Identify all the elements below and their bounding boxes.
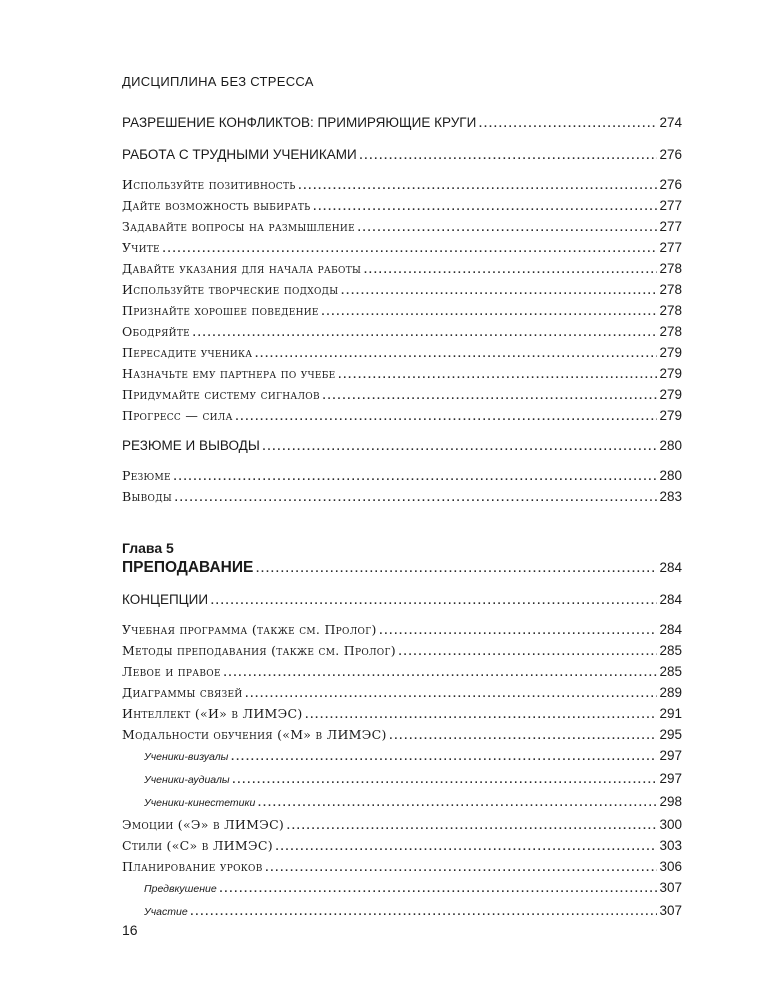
- dot-leader: [338, 363, 658, 384]
- toc-entry: [122, 791, 682, 814]
- dot-leader: [190, 900, 658, 921]
- toc-entry-page: 291: [659, 706, 682, 721]
- dot-leader: [363, 258, 657, 279]
- toc-entry-page: 280: [659, 438, 682, 453]
- toc-entry: [122, 814, 682, 835]
- toc-entry-title: Левое и правое: [122, 664, 221, 679]
- toc-entry-page: 284: [659, 592, 682, 607]
- toc-entry-page: 276: [659, 147, 682, 162]
- toc-entry-page: 297: [659, 771, 682, 786]
- toc-entry-title: Используйте позитивность: [122, 177, 296, 192]
- toc-entry-page: 278: [659, 303, 682, 318]
- toc-entry-title: Ученики-аудиалы: [144, 774, 230, 786]
- page-number: 16: [122, 922, 138, 938]
- dot-leader: [257, 791, 657, 812]
- toc-section-summary: [122, 435, 682, 456]
- toc-entry: [122, 300, 682, 321]
- toc-entry-page: 289: [659, 685, 682, 700]
- toc-entry: [122, 258, 682, 279]
- toc-entry: [122, 703, 682, 724]
- toc-entry-title: Модальности обучения («М» в ЛИМЭС): [122, 727, 387, 742]
- toc-section-concepts: [122, 589, 682, 610]
- dot-leader: [230, 745, 657, 766]
- toc-entry: [122, 195, 682, 216]
- dot-leader: [235, 405, 658, 426]
- toc-entry-title: Участие: [144, 906, 188, 918]
- toc-list-difficult: [122, 174, 682, 426]
- toc-entry-title: Планирование уроков: [122, 859, 263, 874]
- toc-entry-title: Резюме: [122, 468, 171, 483]
- toc-entry-page: 298: [659, 794, 682, 809]
- toc-entry: [122, 216, 682, 237]
- toc-entry-page: 307: [659, 903, 682, 918]
- toc-entry-page: 276: [659, 177, 682, 192]
- chapter-label: Глава 5: [122, 540, 174, 556]
- toc-entry-page: 278: [659, 261, 682, 276]
- toc-entry-title: Назначьте ему партнера по учебе: [122, 366, 336, 381]
- toc-entry-page: 274: [659, 115, 682, 130]
- toc-entry-page: 277: [659, 240, 682, 255]
- toc-entry-page: 279: [659, 387, 682, 402]
- toc-entry-title: КОНЦЕПЦИИ: [122, 592, 209, 607]
- toc-entry: [122, 619, 682, 640]
- toc-entry-title: Задавайте вопросы на размышление: [122, 219, 355, 234]
- toc-entry: [122, 877, 682, 900]
- dot-leader: [223, 661, 658, 682]
- toc-entry-title: Предвкушение: [144, 883, 217, 895]
- toc-entry-page: 285: [659, 664, 682, 679]
- toc-entry-page: 306: [659, 859, 682, 874]
- dot-leader: [173, 465, 658, 486]
- toc-entry: [122, 237, 682, 258]
- toc-entry-page: 295: [659, 727, 682, 742]
- toc-entry-page: 280: [659, 468, 682, 483]
- toc-entry: [122, 835, 682, 856]
- toc-section-conflict: [122, 112, 682, 133]
- toc-entry-title: Давайте указания для начала работы: [122, 261, 362, 276]
- toc-entry: [122, 363, 682, 384]
- dot-leader: [174, 486, 657, 507]
- toc-entry-title: Ученики-кинестетики: [144, 797, 256, 809]
- dot-leader: [398, 640, 658, 661]
- running-head: ДИСЦИПЛИНА БЕЗ СТРЕССА: [122, 74, 314, 89]
- dot-leader: [232, 768, 658, 789]
- book-page: [122, 0, 682, 1000]
- toc-entry: [122, 856, 682, 877]
- toc-entry-page: 277: [659, 198, 682, 213]
- dot-leader: [305, 703, 658, 724]
- dot-leader: [298, 174, 658, 195]
- dot-leader: [254, 342, 657, 363]
- toc-entry: [122, 342, 682, 363]
- toc-entry-title: Ободряйте: [122, 324, 191, 339]
- toc-entry-title: Диаграммы связей: [122, 685, 243, 700]
- toc-entry: [122, 640, 682, 661]
- toc-entry-title: Признайте хорошее поведение: [122, 303, 319, 318]
- toc-section-difficult-students: [122, 144, 682, 165]
- toc-entry-title: РЕЗЮМЕ И ВЫВОДЫ: [122, 438, 260, 453]
- dot-leader: [192, 321, 657, 342]
- toc-entry: [122, 661, 682, 682]
- dot-leader: [255, 557, 657, 578]
- dot-leader: [478, 112, 657, 133]
- toc-entry-page: 278: [659, 324, 682, 339]
- toc-entry-page: 277: [659, 219, 682, 234]
- toc-entry-page: 307: [659, 880, 682, 895]
- toc-entry-page: 279: [659, 366, 682, 381]
- dot-leader: [321, 300, 658, 321]
- toc-entry-page: 285: [659, 643, 682, 658]
- toc-entry: [122, 724, 682, 745]
- toc-entry-page: 297: [659, 748, 682, 763]
- dot-leader: [340, 279, 657, 300]
- toc-entry-title: Ученики-визуалы: [144, 751, 229, 763]
- toc-list-summary: [122, 465, 682, 507]
- toc-entry-title: Дайте возможность выбирать: [122, 198, 311, 213]
- toc-entry-title: Методы преподавания (также см. Пролог): [122, 643, 396, 658]
- toc-entry-title: Выводы: [122, 489, 173, 504]
- toc-entry: [122, 405, 682, 426]
- toc-entry-page: 284: [659, 622, 682, 637]
- toc-entry-page: 303: [659, 838, 682, 853]
- dot-leader: [265, 856, 658, 877]
- chapter-title: ПРЕПОДАВАНИЕ: [122, 559, 254, 576]
- dot-leader: [262, 435, 658, 456]
- dot-leader: [357, 216, 658, 237]
- toc-entry: [122, 745, 682, 768]
- dot-leader: [210, 589, 657, 610]
- toc-entry-title: Интеллект («И» в ЛИМЭС): [122, 706, 303, 721]
- toc-entry-page: 278: [659, 282, 682, 297]
- toc-entry-page: 284: [659, 560, 682, 575]
- dot-leader: [275, 835, 658, 856]
- dot-leader: [313, 195, 658, 216]
- toc-entry-page: 279: [659, 408, 682, 423]
- toc-entry-title: Стили («С» в ЛИМЭС): [122, 838, 273, 853]
- toc-entry: [122, 900, 682, 923]
- toc-entry-title: Придумайте систему сигналов: [122, 387, 320, 402]
- toc-entry: [122, 486, 682, 507]
- toc-entry-title: Используйте творческие подходы: [122, 282, 339, 297]
- toc-entry: [122, 174, 682, 195]
- dot-leader: [389, 724, 658, 745]
- toc-entry: [122, 465, 682, 486]
- toc-entry-title: Учите: [122, 240, 160, 255]
- toc-entry-title: РАБОТА С ТРУДНЫМИ УЧЕНИКАМИ: [122, 147, 357, 162]
- toc-entry-page: 300: [659, 817, 682, 832]
- toc-entry-title: Прогресс — сила: [122, 408, 233, 423]
- dot-leader: [219, 877, 658, 898]
- toc-list-concepts: [122, 619, 682, 923]
- dot-leader: [359, 144, 658, 165]
- dot-leader: [162, 237, 658, 258]
- dot-leader: [322, 384, 658, 405]
- dot-leader: [286, 814, 657, 835]
- toc-entry: [122, 768, 682, 791]
- dot-leader: [245, 682, 658, 703]
- toc-entry-title: РАЗРЕШЕНИЕ КОНФЛИКТОВ: ПРИМИРЯЮЩИЕ КРУГИ: [122, 115, 477, 130]
- table-of-contents: [122, 112, 682, 923]
- toc-entry: [122, 682, 682, 703]
- toc-entry-page: 283: [659, 489, 682, 504]
- toc-entry: [122, 279, 682, 300]
- toc-chapter-teaching: [122, 557, 682, 578]
- toc-entry: [122, 321, 682, 342]
- toc-entry-title: Учебная программа (также см. Пролог): [122, 622, 377, 637]
- toc-entry: [122, 384, 682, 405]
- toc-entry-title: Пересадите ученика: [122, 345, 253, 360]
- dot-leader: [379, 619, 658, 640]
- toc-entry-page: 279: [659, 345, 682, 360]
- toc-entry-title: Эмоции («Э» в ЛИМЭС): [122, 817, 285, 832]
